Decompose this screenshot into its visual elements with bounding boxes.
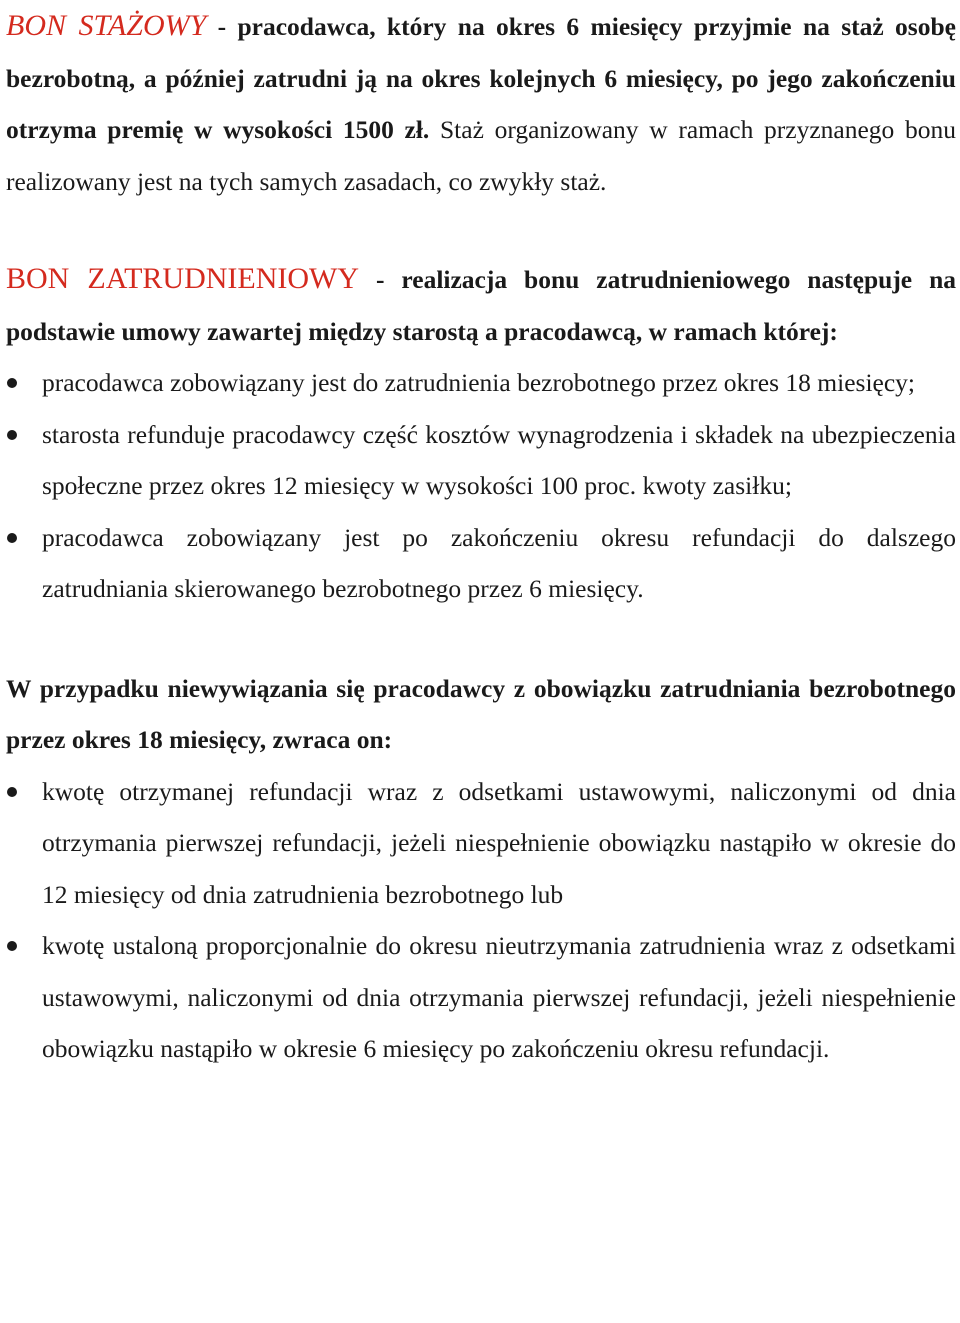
list-item <box>6 920 956 1075</box>
bon-stazowy-bold-text: pracodawca, który na okres 6 miesięcy przyjmie na staż osobę bezrobotną, a później zatrudni ją na okres kolejnych 6 miesięcy, po jego zakończeniu otrzyma premię w wysokości 1500 zł. <box>6 12 956 144</box>
bon-zatrudnieniowy-bold-text: realizacja bonu zatrudnieniowego następuje na podstawie umowy zawartej między starostą a pracodawcą, w ramach której: <box>6 265 956 346</box>
list-item <box>6 512 956 615</box>
list-item-text: pracodawca zobowiązany jest do zatrudnienia bezrobotnego przez okres 18 miesięcy; <box>42 368 916 397</box>
bon-zatrudnieniowy-list <box>6 357 956 615</box>
list-item-text: pracodawca zobowiązany jest po zakończeniu okresu refundacji do dalszego zatrudniania skierowanego bezrobotnego przez 6 miesięcy. <box>42 522 956 603</box>
bon-zatrudnieniowy-intro <box>6 253 956 357</box>
section-bon-zatrudnieniowy <box>6 253 956 615</box>
bon-stazowy-text: Staż organizowany w ramach przyznanego bonu realizowany jest na tych samych zasadach, co zwykły staż. <box>6 115 956 196</box>
bullet-icon <box>7 533 17 543</box>
zwrot-intro: W przypadku niewywiązania się pracodawcy z obowiązku zatrudniania bezrobotnego przez okres 18 miesięcy, zwraca on: <box>6 673 956 754</box>
section-zwrot <box>6 663 956 1075</box>
heading-bon-zatrudnieniowy: BON ZATRUDNIENIOWY <box>6 262 360 295</box>
separator: - <box>206 12 238 41</box>
list-item-text: kwotę otrzymanej refundacji wraz z odsetkami ustawowymi, naliczonymi od dnia otrzymania pierwszej refundacji, jeżeli niespełnienie obowiązku nastąpiło w okresie do 12 miesięcy od dnia zatrudnienia bezrobotnego lub <box>42 776 956 909</box>
list-item <box>6 766 956 921</box>
separator: - <box>359 265 402 294</box>
list-item <box>6 357 956 409</box>
document-page <box>6 0 956 1075</box>
heading-bon-stazowy: BON STAŻOWY <box>6 9 207 42</box>
bullet-icon <box>7 941 17 951</box>
list-item <box>6 409 956 512</box>
bullet-icon <box>7 430 17 440</box>
list-item-text: starosta refunduje pracodawcy część kosztów wynagrodzenia i składek na ubezpieczenia społeczne przez okres 12 miesięcy w wysokości 100 proc. kwoty zasiłku; <box>42 419 956 500</box>
section-bon-stazowy <box>6 0 956 207</box>
bullet-icon <box>7 787 17 797</box>
list-item-text: kwotę ustaloną proporcjonalnie do okresu nieutrzymania zatrudnienia wraz z odsetkami ustawowymi, naliczonymi od dnia otrzymania pierwszej refundacji, jeżeli niespełnienie obowiązku nastąpiło w okresie 6 miesięcy po zakończeniu okresu refundacji. <box>42 931 956 1063</box>
bullet-icon <box>7 378 17 388</box>
zwrot-list <box>6 766 956 1075</box>
